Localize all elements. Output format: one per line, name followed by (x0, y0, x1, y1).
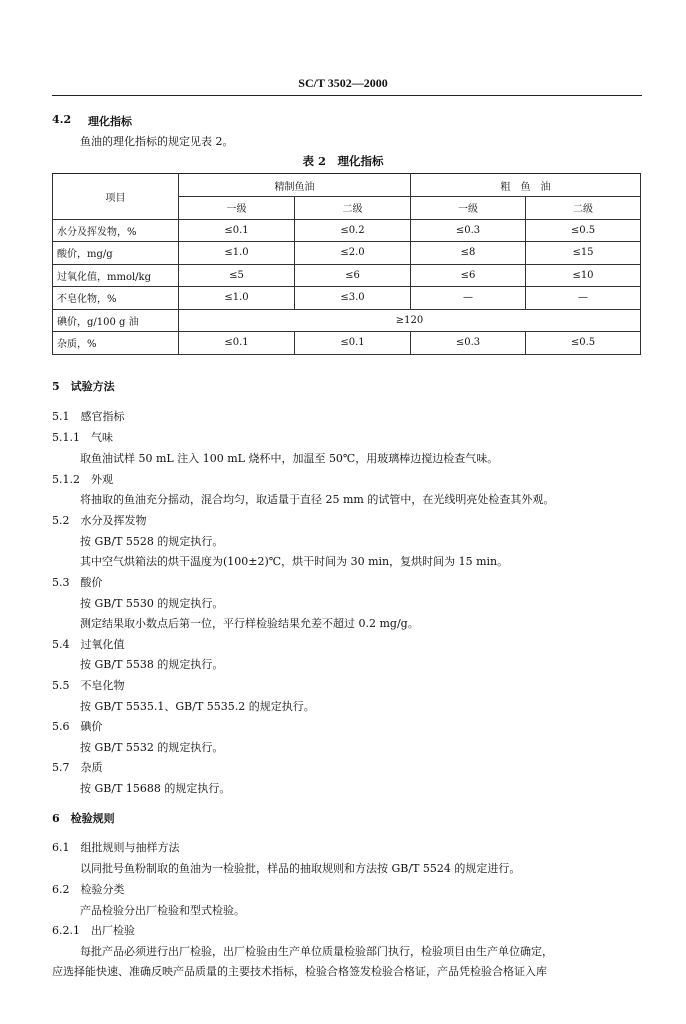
section-6-2-1-text-2: 应选择能快速、准确反映产品质量的主要技术指标，检验合格签发检验合格证，产品凭检验合格证入库 (52, 965, 547, 978)
table-row (53, 309, 641, 332)
section-5-2-text-1: 按 GB/T 5528 的规定执行。 (80, 535, 224, 548)
section-5-4-text: 按 GB/T 5538 的规定执行。 (80, 658, 224, 671)
section-5-1-2-heading: 5.1.2 外观 (52, 473, 113, 486)
table-cell: ≤0.1 (179, 219, 295, 242)
section-6-2-heading: 6.2 检验分类 (52, 883, 125, 896)
section-5-4-heading: 5.4 过氧化值 (52, 638, 125, 651)
column-header-item: 项目 (53, 174, 179, 220)
table-cell: ≤5 (179, 264, 295, 287)
row-label: 过氧化值，mmol/kg (53, 264, 179, 287)
section-5-2-text-2: 其中空气烘箱法的烘干温度为(100±2)℃，烘干时间为 30 min，复烘时间为 15 min。 (80, 555, 509, 568)
table-cell: ≤0.3 (411, 219, 526, 242)
section-6-2-1-heading: 6.2.1 出厂检验 (52, 924, 135, 937)
section-5-1-1-text: 取鱼油试样 50 mL 注入 100 mL 烧杯中，加温至 50℃，用玻璃棒边搅边检查气味。 (80, 452, 499, 465)
table-cell: ≤0.5 (526, 332, 641, 355)
row-label: 碘价，g/100 g 油 (53, 309, 179, 332)
section-5-7-text: 按 GB/T 15688 的规定执行。 (80, 782, 231, 795)
section-4-2-number: 4.2 (52, 113, 72, 126)
section-5-3-heading: 5.3 酸价 (52, 576, 103, 589)
table-cell: ≤1.0 (179, 242, 295, 265)
table-cell: — (411, 287, 526, 310)
table-row (53, 332, 641, 355)
section-6-1-text: 以同批号鱼粉制取的鱼油为一检验批，样品的抽取规则和方法按 GB/T 5524 的规定进行。 (80, 862, 521, 875)
header-rule (52, 95, 642, 96)
section-6-heading: 6 检验规则 (52, 812, 115, 825)
table-cell: ≤10 (526, 264, 641, 287)
section-5-6-heading: 5.6 碘价 (52, 720, 103, 733)
row-label: 杂质，% (53, 332, 179, 355)
section-5-heading: 5 试验方法 (52, 380, 115, 393)
column-group-crude: 粗 鱼 油 (411, 174, 641, 197)
section-5-1-heading: 5.1 感官指标 (52, 410, 125, 423)
grade-header: 一级 (179, 197, 295, 220)
table-cell: ≤3.0 (295, 287, 411, 310)
grade-header: 二级 (526, 197, 641, 220)
physicochemical-table (52, 173, 641, 355)
table-caption: 表 2 理化指标 (302, 154, 384, 168)
section-5-1-2-text: 将抽取的鱼油充分摇动，混合均匀，取适量于直径 25 mm 的试管中，在光线明亮处检查其外观。 (80, 493, 555, 506)
section-5-3-text-1: 按 GB/T 5530 的规定执行。 (80, 597, 224, 610)
table-row (53, 242, 641, 265)
table-cell: ≤2.0 (295, 242, 411, 265)
section-5-3-text-2: 测定结果取小数点后第一位，平行样检验结果允差不超过 0.2 mg/g。 (80, 617, 419, 630)
row-label: 不皂化物，% (53, 287, 179, 310)
section-5-6-text: 按 GB/T 5532 的规定执行。 (80, 741, 224, 754)
section-4-2-intro: 鱼油的理化指标的规定见表 2。 (80, 135, 234, 148)
table-cell: ≤6 (411, 264, 526, 287)
table-cell: ≤8 (411, 242, 526, 265)
table-row (53, 287, 641, 310)
section-6-1-heading: 6.1 组批规则与抽样方法 (52, 841, 180, 854)
table-cell: ≤0.5 (526, 219, 641, 242)
table-cell: — (526, 287, 641, 310)
row-label: 水分及挥发物，% (53, 219, 179, 242)
section-5-5-text: 按 GB/T 5535.1、GB/T 5535.2 的规定执行。 (80, 700, 315, 713)
section-5-2-heading: 5.2 水分及挥发物 (52, 514, 147, 527)
table-cell: ≤0.1 (295, 332, 411, 355)
table-row (53, 219, 641, 242)
table-row (53, 264, 641, 287)
row-label: 酸价，mg/g (53, 242, 179, 265)
section-6-2-text: 产品检验分出厂检验和型式检验。 (80, 904, 245, 917)
section-5-7-heading: 5.7 杂质 (52, 761, 103, 774)
table-cell-merged: ≥120 (179, 309, 641, 332)
section-5-5-heading: 5.5 不皂化物 (52, 679, 125, 692)
table-cell: ≤0.3 (411, 332, 526, 355)
section-4-2-title: 理化指标 (88, 115, 132, 128)
grade-header: 一级 (411, 197, 526, 220)
table-cell: ≤0.1 (179, 332, 295, 355)
grade-header: 二级 (295, 197, 411, 220)
table-cell: ≤15 (526, 242, 641, 265)
column-group-refined: 精制鱼油 (179, 174, 411, 197)
section-6-2-1-text-1: 每批产品必须进行出厂检验，出厂检验由生产单位质量检验部门执行，检验项目由生产单位确定， (80, 945, 553, 958)
table-cell: ≤0.2 (295, 219, 411, 242)
table-cell: ≤6 (295, 264, 411, 287)
standard-code-header: SC/T 3502—2000 (298, 76, 388, 90)
section-5-1-1-heading: 5.1.1 气味 (52, 431, 113, 444)
table-cell: ≤1.0 (179, 287, 295, 310)
